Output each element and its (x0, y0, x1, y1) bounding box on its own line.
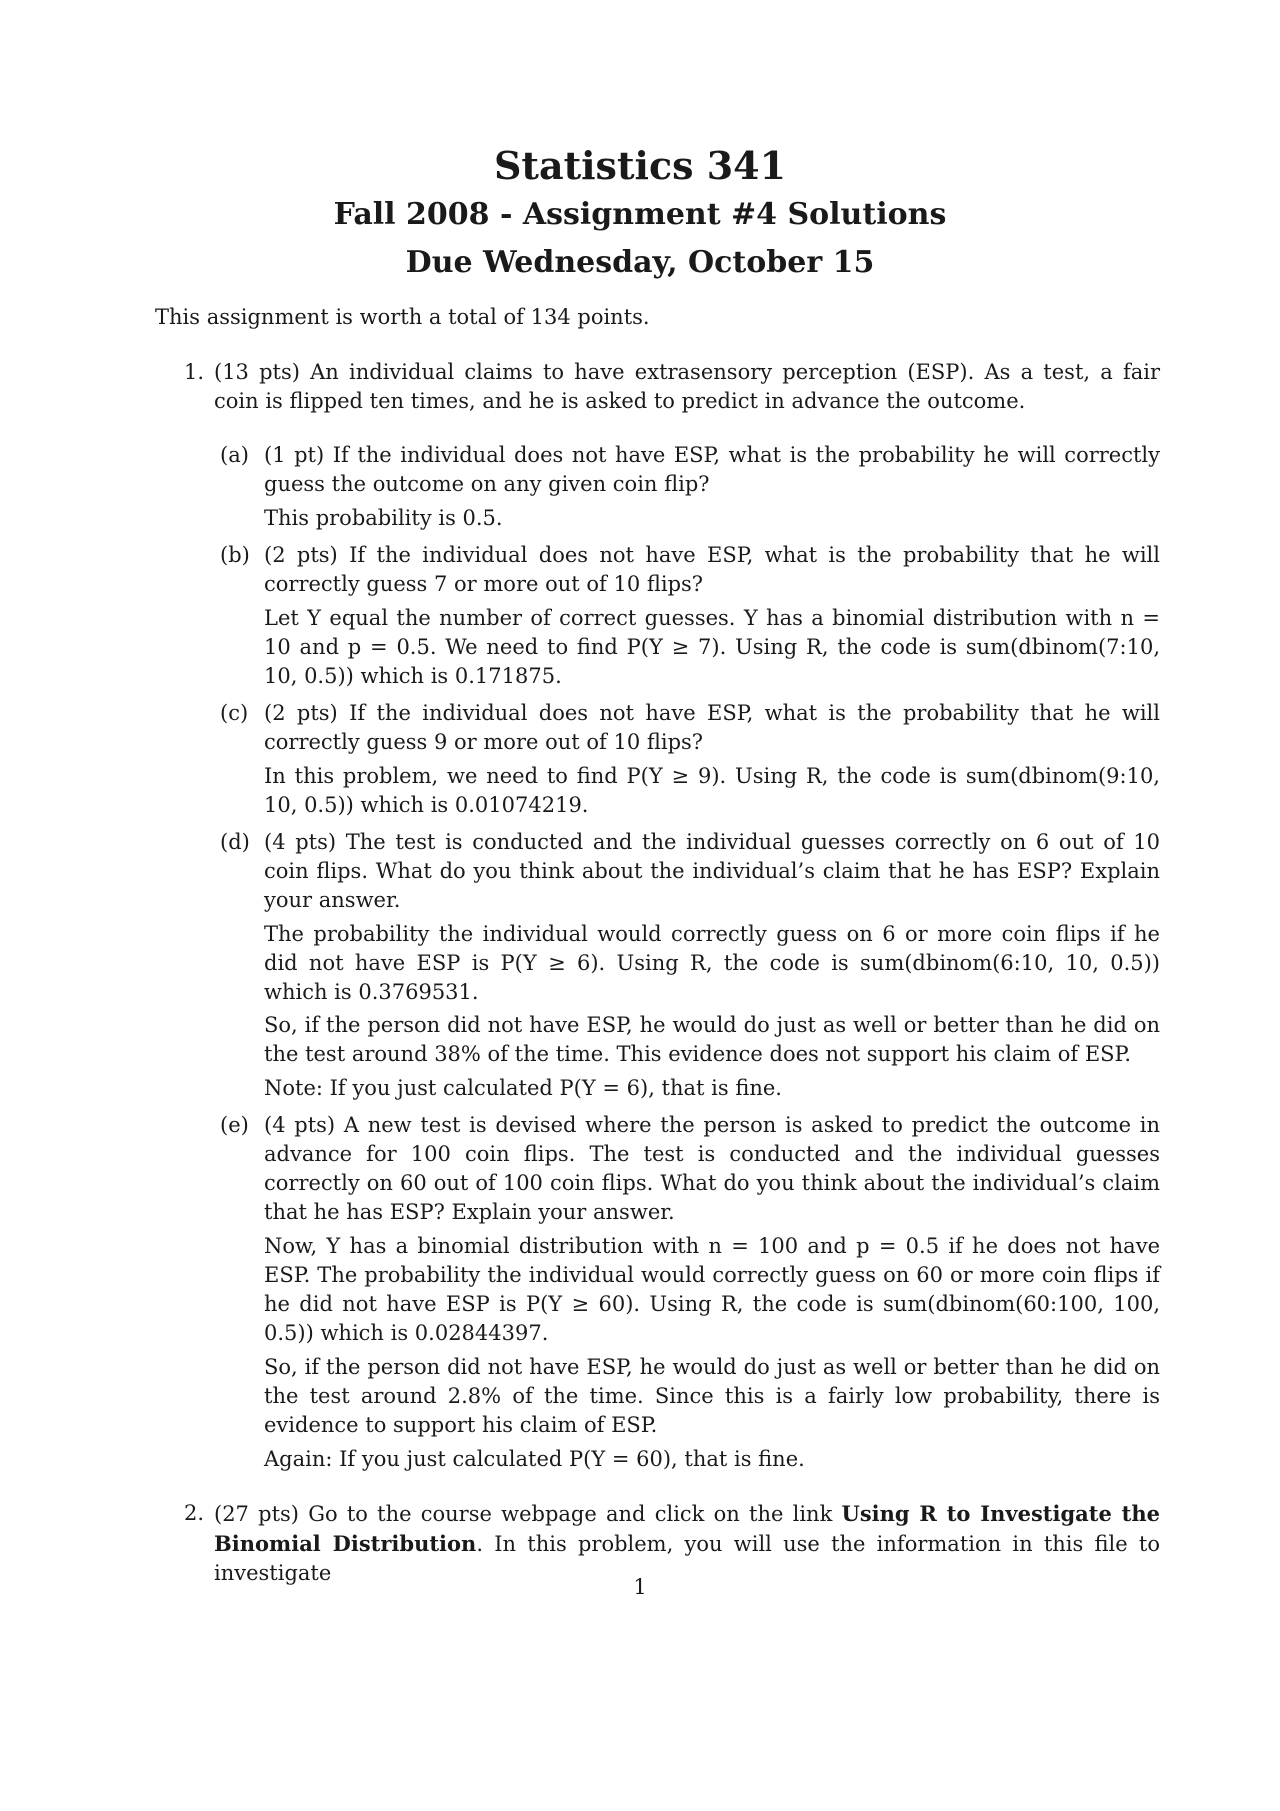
part-c-answer: In this problem, we need to find P(Y ≥ 9). Using R, the code is sum(dbinom(9:10, 10, 0.5)) which is 0.01074219. (264, 764, 1160, 817)
intro-text: This assignment is worth a total of 134 points. (155, 305, 650, 329)
page-subtitle: Fall 2008 - Assignment #4 Solutions (333, 197, 947, 232)
due-date: Due Wednesday, October 15 (405, 245, 875, 280)
part-e-answer-3: Again: If you just calculated P(Y = 60), that is fine. (264, 1447, 805, 1471)
part-e-answer-1: Now, Y has a binomial distribution with n = 100 and p = 0.5 if he does not have ESP. The probability the individual would correctly guess on 60 or more coin flips if he did not have ESP is P(Y ≥ 60). Using R, the code is sum(dbinom(60:100, 100, 0.5)) which is 0.02844397. (264, 1234, 1160, 1345)
problem-1-text: (13 pts) An individual claims to have extrasensory perception (ESP). As a test, a fair coin is flipped ten times, and he is asked to predict in advance the outcome. (214, 360, 1160, 413)
problem-2-number: 2. (184, 1501, 205, 1525)
part-e-question: (4 pts) A new test is devised where the person is asked to predict the outcome in advance for 100 coin flips. The test is conducted and the individual guesses correctly on 60 out of 100 coin flips. What do you think about the individual’s claim that he has ESP? Explain your answer. (264, 1113, 1160, 1224)
part-d-answer-3: Note: If you just calculated P(Y = 6), that is fine. (264, 1076, 782, 1100)
binomial-link-text[interactable]: Using R to Investigate the Binomial Distribution (214, 1501, 1160, 1556)
problem-2-text-after: . In this problem, you will use the information in this file to investigate (214, 1532, 1160, 1585)
part-d-answer-1: The probability the individual would correctly guess on 6 or more coin flips if he did not have ESP is P(Y ≥ 6). Using R, the code is sum(dbinom(6:10, 10, 0.5)) which is 0.3769531. (264, 922, 1160, 1004)
part-d-label: (d) (220, 830, 250, 854)
part-c-question: (2 pts) If the individual does not have ESP, what is the probability that he will correctly guess 9 or more out of 10 flips? (264, 701, 1160, 754)
problem-1-number: 1. (184, 360, 205, 384)
part-b-label: (b) (220, 543, 250, 567)
part-a-question: (1 pt) If the individual does not have ESP, what is the probability he will correctly guess the outcome on any given coin flip? (264, 443, 1160, 496)
part-b-answer: Let Y equal the number of correct guesses. Y has a binomial distribution with n = 10 and p = 0.5. We need to find P(Y ≥ 7). Using R, the code is sum(dbinom(7:10, 10, 0.5)) which is 0.171875. (264, 606, 1160, 688)
part-a-label: (a) (220, 443, 249, 467)
page-title: Statistics 341 (493, 143, 787, 188)
part-a-answer: This probability is 0.5. (264, 506, 503, 530)
part-d-answer-2: So, if the person did not have ESP, he would do just as well or better than he did on the test around 38% of the time. This evidence does not support his claim of ESP. (264, 1013, 1160, 1066)
part-d-question: (4 pts) The test is conducted and the individual guesses correctly on 6 out of 10 coin flips. What do you think about the individual’s claim that he has ESP? Explain your answer. (264, 830, 1160, 912)
part-e-answer-2: So, if the person did not have ESP, he would do just as well or better than he did on the test around 2.8% of the time. Since this is a fairly low probability, there is evidence to support his claim of ESP. (264, 1355, 1160, 1437)
part-c-label: (c) (220, 701, 249, 725)
part-b-question: (2 pts) If the individual does not have ESP, what is the probability that he will correctly guess 7 or more out of 10 flips? (264, 543, 1160, 596)
part-e-label: (e) (220, 1113, 249, 1137)
page-number: 1 (633, 1575, 647, 1599)
problem-2-text-before: (27 pts) Go to the course webpage and click on the link (214, 1502, 833, 1526)
